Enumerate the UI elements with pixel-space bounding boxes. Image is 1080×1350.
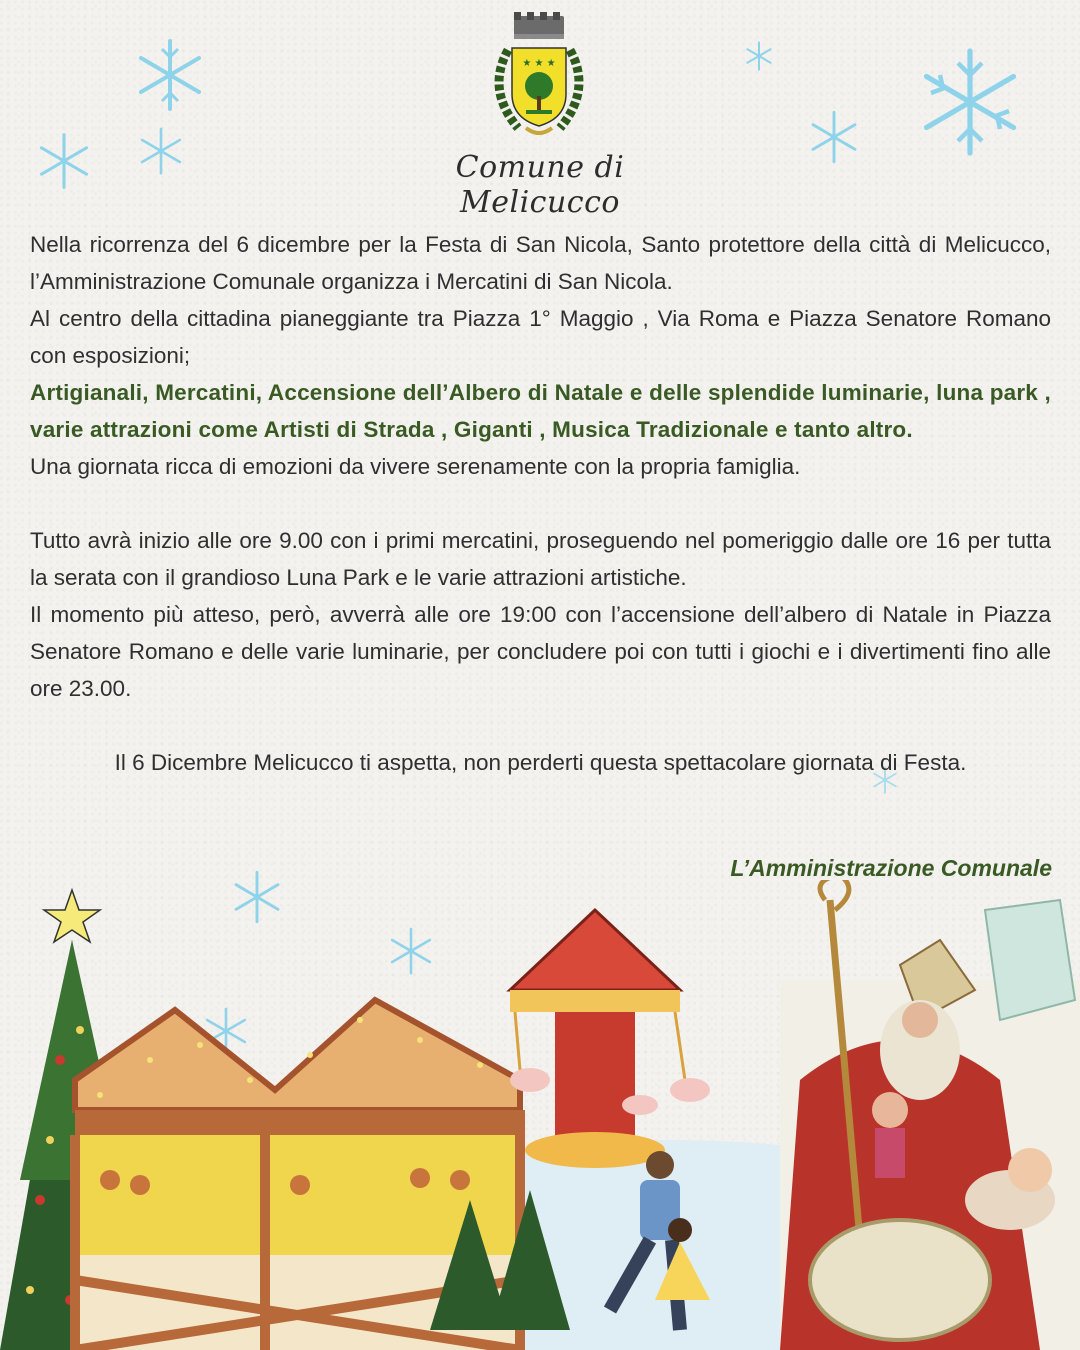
schedule-paragraph-1: Tutto avrà inizio alle ore 9.00 con i primi mercatini, proseguendo nel pomeriggio dalle ore 16 per tutta la serata con il grandioso Luna Park e le varie attrazioni artistiche.	[30, 528, 1051, 590]
family-paragraph: Una giornata ricca di emozioni da vivere serenamente con la propria famiglia.	[30, 454, 801, 479]
snowflake-icon	[33, 130, 95, 192]
comune-signature-logo: Comune di Melicucco	[455, 150, 625, 220]
snowflake-icon	[910, 42, 1030, 162]
svg-text:★ ★ ★: ★ ★ ★	[522, 58, 556, 69]
snowflake-icon	[743, 40, 775, 72]
christmas-market-illustration	[0, 880, 1080, 1350]
snowflake-icon	[135, 125, 187, 177]
highlight-paragraph: Artigianali, Mercatini, Accensione dell’Albero di Natale e delle splendide luminarie, luna park , varie attrazioni come Artisti di Strada , Giganti , Musica Tradizionale e tanto altro.	[30, 380, 1051, 442]
snowflake-icon	[130, 35, 210, 115]
intro-paragraph: Nella ricorrenza del 6 dicembre per la Festa di San Nicola, Santo protettore della città di Melicucco, l’Amministrazione Comunale organizza i Mercatini di San Nicola.	[30, 232, 1051, 294]
signoff: L’Amministrazione Comunale	[730, 855, 1052, 881]
schedule-paragraph-2: Il momento più atteso, però, avverrà alle ore 19:00 con l’accensione dell’albero di Natale in Piazza Senatore Romano e delle varie luminarie, per concludere poi con tutti i giochi e i divertimenti fino alle ore 23.00.	[30, 602, 1051, 701]
closing-line: Il 6 Dicembre Melicucco ti aspetta, non perderti questa spettacolare giornata di Festa.	[114, 750, 967, 775]
location-paragraph: Al centro della cittadina pianeggiante tra Piazza 1° Maggio , Via Roma e Piazza Senatore Romano con esposizioni;	[30, 306, 1051, 368]
saint-nicholas-icon	[780, 880, 1080, 1350]
carousel-icon	[510, 910, 710, 1168]
announcement-body	[30, 226, 1051, 781]
snowflake-icon	[805, 108, 863, 166]
coat-of-arms-logo	[478, 10, 600, 150]
